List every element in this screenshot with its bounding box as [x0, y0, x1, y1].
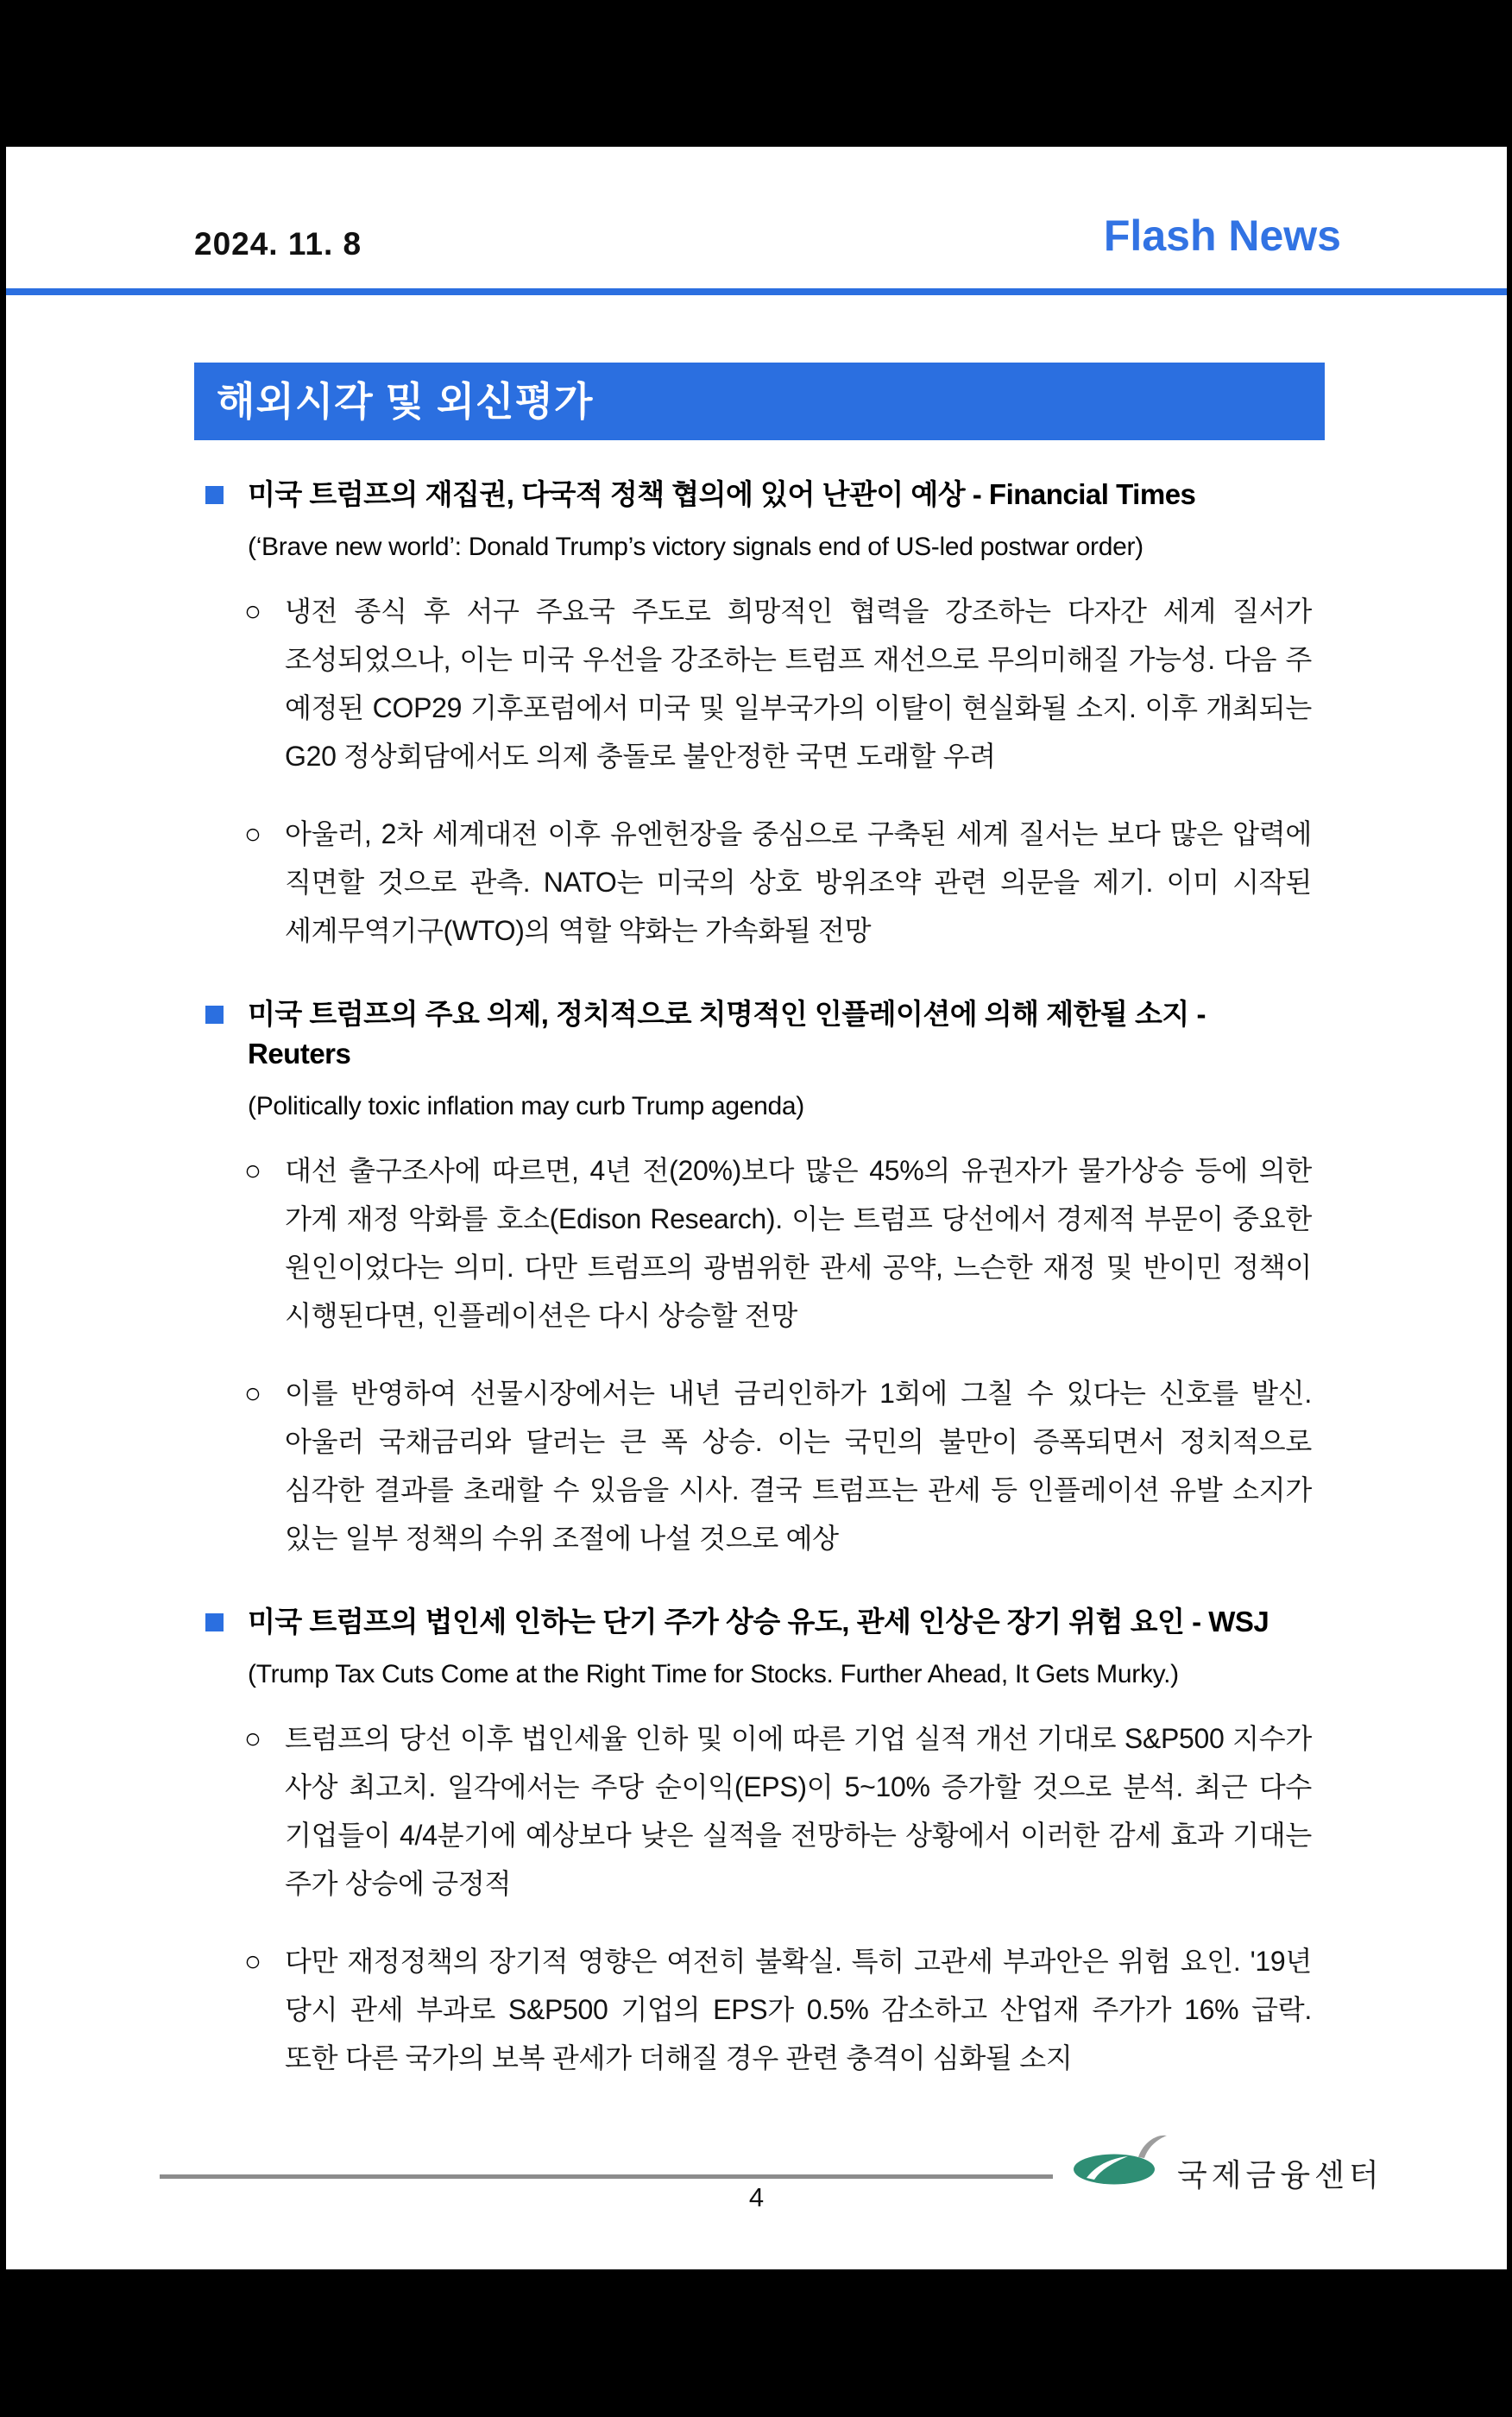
article-list: [205, 475, 1312, 2082]
section-title-bar: [194, 363, 1325, 440]
org-logo-icon: [1073, 2131, 1176, 2185]
circle-bullet-icon: ○: [244, 817, 261, 849]
bullet-item: [244, 587, 1312, 780]
logo-globe-icon: [1074, 2155, 1155, 2185]
brand-title: Flash News: [1103, 211, 1341, 260]
circle-bullet-icon: ○: [244, 595, 261, 627]
article-heading: [205, 1602, 1312, 1642]
article-wsj: [205, 1602, 1312, 2082]
square-bullet-icon: [205, 1613, 224, 1631]
page-number: 4: [748, 2182, 765, 2212]
article-headline: 미국 트럼프의 주요 의제, 정치적으로 치명적인 인플레이션에 의해 제한될 소지 - Reuters: [248, 998, 1206, 1070]
bullet-text: 대선 출구조사에 따르면, 4년 전(20%)보다 많은 45%의 유권자가 물가상승 등에 의한 가계 재정 악화를 호소(Edison Research). 이는 트럼프 당선에서 경제적 부문이 중요한 원인이었다는 의미. 다만 트럼프의 광범위한 관세 공약, 느슨한 재정 및 반이민 정책이 시행된다면, 인플레이션은 다시 상승할 전망: [285, 1155, 1312, 1331]
circle-bullet-icon: ○: [244, 1377, 261, 1409]
bullet-text: 냉전 종식 후 서구 주요국 주도로 희망적인 협력을 강조하는 다자간 세계 질서가 조성되었으나, 이는 미국 우선을 강조하는 트럼프 재선으로 무의미해질 가능성. 다음 주 예정된 COP29 기후포럼에서 미국 및 일부국가의 이탈이 현실화될 소지. 이후 개최되는 G20 정상회담에서도 의제 충돌로 불안정한 국면 도래할 우려: [285, 596, 1312, 772]
article-reuters: [205, 994, 1312, 1562]
footer-rule: [160, 2174, 1053, 2179]
article-subtitle: (Trump Tax Cuts Come at the Right Time for Stocks. Further Ahead, It Gets Murky.): [248, 1660, 1179, 1688]
bullet-item: [244, 1714, 1312, 1908]
document-sheet: [6, 147, 1507, 2269]
article-headline: 미국 트럼프의 재집권, 다국적 정책 협의에 있어 난관이 예상 - Financial Times: [248, 478, 1196, 510]
section-title: 해외시각 및 외신평가: [217, 379, 594, 424]
bullet-text: 다만 재정정책의 장기적 영향은 여전히 불확실. 특히 고관세 부과안은 위험 요인. '19년 당시 관세 부과로 S&P500 기업의 EPS가 0.5% 감소하고 산업재 주가가 16% 급락. 또한 다른 국가의 보복 관세가 더해질 경우 관련 충격이 심화될 소지: [285, 1946, 1312, 2073]
article-heading: [205, 994, 1312, 1074]
circle-bullet-icon: ○: [244, 1722, 261, 1754]
bullet-text: 아울러, 2차 세계대전 이후 유엔헌장을 중심으로 구축된 세계 질서는 보다 많은 압력에 직면할 것으로 관측. NATO는 미국의 상호 방위조약 관련 의문을 제기. 이미 시작된 세계무역기구(WTO)의 역할 약화는 가속화될 전망: [285, 818, 1312, 946]
article-headline: 미국 트럼프의 법인세 인하는 단기 주가 상승 유도, 관세 인상은 장기 위험 요인 - WSJ: [248, 1606, 1269, 1638]
article-subtitle: (‘Brave new world’: Donald Trump’s victory signals end of US-led postwar order): [248, 533, 1143, 561]
bullet-item: [244, 1937, 1312, 2082]
bullet-item: [244, 1146, 1312, 1340]
bullet-item: [244, 810, 1312, 955]
header-rule: [6, 288, 1507, 295]
report-date: 2024. 11. 8: [194, 226, 362, 262]
square-bullet-icon: [205, 486, 224, 504]
org-name: 국제금융센터: [1177, 2157, 1383, 2193]
square-bullet-icon: [205, 1006, 224, 1024]
article-subtitle: (Politically toxic inflation may curb Trump agenda): [248, 1092, 804, 1120]
bullet-text: 트럼프의 당선 이후 법인세율 인하 및 이에 따른 기업 실적 개선 기대로 S&P500 지수가 사상 최고치. 일각에서는 주당 순이익(EPS)이 5~10% 증가할 것으로 분석. 최근 다수 기업들이 4/4분기에 예상보다 낮은 실적을 전망하는 상황에서 이러한 감세 효과 기대는 주가 상승에 긍정적: [285, 1723, 1312, 1899]
bullet-text: 이를 반영하여 선물시장에서는 내년 금리인하가 1회에 그칠 수 있다는 신호를 발신. 아울러 국채금리와 달러는 큰 폭 상승. 이는 국민의 불만이 증폭되면서 정치적으로 심각한 결과를 초래할 수 있음을 시사. 결국 트럼프는 관세 등 인플레이션 유발 소지가 있는 일부 정책의 수위 조절에 나설 것으로 예상: [285, 1378, 1312, 1554]
circle-bullet-icon: ○: [244, 1945, 261, 1977]
article-financial-times: [205, 475, 1312, 955]
bullet-item: [244, 1369, 1312, 1562]
logo-swoosh-icon: [1138, 2136, 1167, 2158]
article-heading: [205, 475, 1312, 514]
circle-bullet-icon: ○: [244, 1154, 261, 1186]
